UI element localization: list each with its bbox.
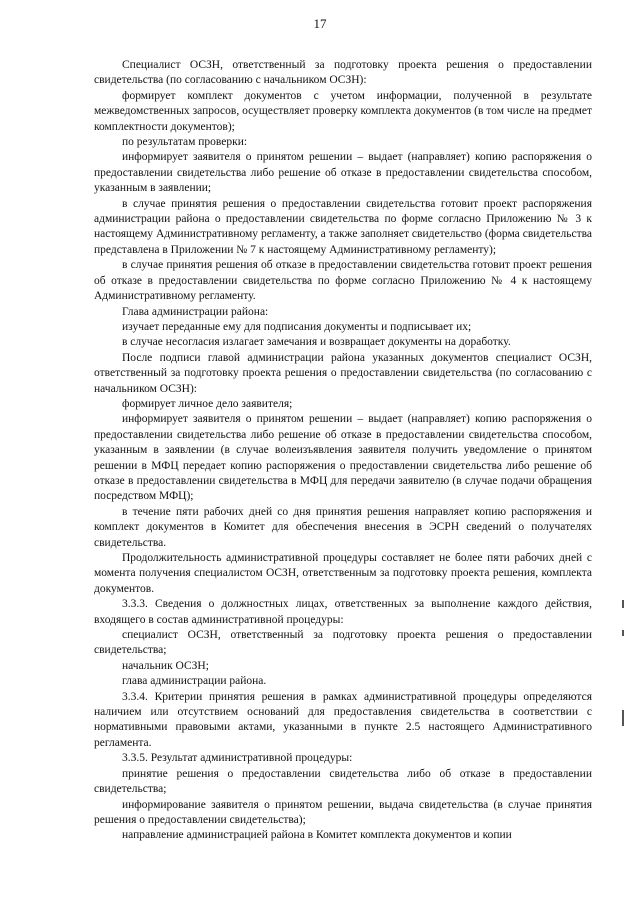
paragraph: в случае принятия решения о предоставлении свидетельства готовит проект распоряжения администрации района о предоставлении свидетельства по форме согласно Приложению № 3 к настоящему Административному регламенту, а также заполняет свидетельство (форма свидетельства представлена в Приложении № 7 к настоящему Административному регламенту); [94, 197, 592, 256]
page-number: 17 [313, 16, 327, 31]
paragraph: Глава администрации района: [122, 305, 269, 318]
paragraph: изучает переданные ему для подписания документы и подписывает их; [122, 320, 472, 333]
scan-mark [622, 710, 624, 726]
paragraph: принятие решения о предоставлении свидетельства либо об отказе в предоставлении свидетельства; [94, 767, 592, 796]
paragraph: начальник ОСЗН; [122, 659, 209, 672]
paragraph: информирует заявителя о принятом решении – выдает (направляет) копию распоряжения о предоставлении свидетельства либо решение об отказе в предоставлении свидетельства способом, указанным в заявлении; [94, 151, 592, 195]
paragraph: Продолжительность административной процедуры составляет не более пяти рабочих дней с момента получения специалистом ОСЗН, ответственным за подготовку проекта решения, комплекта документов. [94, 552, 592, 595]
paragraph: в течение пяти рабочих дней со дня принятия решения направляет копию распоряжения и комплект документов в Комитет для обеспечения внесения в ЭСРН сведений о получателях свидетельства. [94, 505, 592, 549]
paragraph: информирует заявителя о принятом решении – выдает (направляет) копию распоряжения о предоставлении свидетельства либо решение об отказе в предоставлении свидетельства способом, указанным в заявлении (в случае волеизъявления заявителя получить уведомление о принятом решении в МФЦ передает копию распоряжения о предоставлении свидетельства либо решение об отказе в предоставлении свидетельства в МФЦ для передачи заявителю (в случае подачи обращения посредством МФЦ); [94, 413, 592, 503]
paragraph: глава администрации района. [122, 675, 267, 688]
paragraph: в случае несогласия излагает замечания и возвращает документы на доработку. [122, 336, 511, 349]
paragraph: Специалист ОСЗН, ответственный за подготовку проекта решения о предоставлении свидетельства (по согласованию с начальником ОСЗН): [94, 59, 592, 87]
paragraph: информирование заявителя о принятом решении, выдача свидетельства (в случае принятия решения о предоставлении свидетельства); [94, 798, 592, 826]
paragraph: направление администрацией района в Комитет комплекта документов и копии [122, 829, 512, 842]
paragraph: по результатам проверки: [122, 136, 248, 149]
paragraph: формирует комплект документов с учетом информации, полученной в результате межведомственных запросов, осуществляет проверку комплекта документов (в том числе на предмет комплектности документов); [94, 89, 592, 133]
paragraph: 3.3.4. Критерии принятия решения в рамках административной процедуры определяются наличием или отсутствием оснований для предоставления свидетельства в соответствии с нормативными правовыми актами, указанными в пункте 2.5 настоящего Административного регламента. [94, 690, 592, 749]
paragraph: в случае принятия решения об отказе в предоставлении свидетельства готовит проект решения об отказе в предоставлении свидетельства по форме согласно Приложению № 4 к настоящему Административному регламенту. [94, 259, 592, 303]
paragraph: После подписи главой администрации района указанных документов специалист ОСЗН, ответственный за подготовку проекта решения о предоставлении свидетельства (по согласованию с начальником ОСЗН): [94, 351, 592, 395]
paragraph: формирует личное дело заявителя; [122, 397, 293, 410]
paragraph: 3.3.5. Результат административной процедуры: [122, 752, 353, 765]
paragraph: специалист ОСЗН, ответственный за подготовку проекта решения о предоставлении свидетельства; [94, 629, 592, 657]
scan-edge-marks [622, 600, 626, 740]
paragraph: 3.3.3. Сведения о должностных лицах, ответственных за выполнение каждого действия, входящего в состав административной процедуры: [94, 598, 592, 626]
scan-mark [622, 630, 624, 636]
document-body [94, 58, 592, 844]
scan-mark [622, 600, 624, 608]
